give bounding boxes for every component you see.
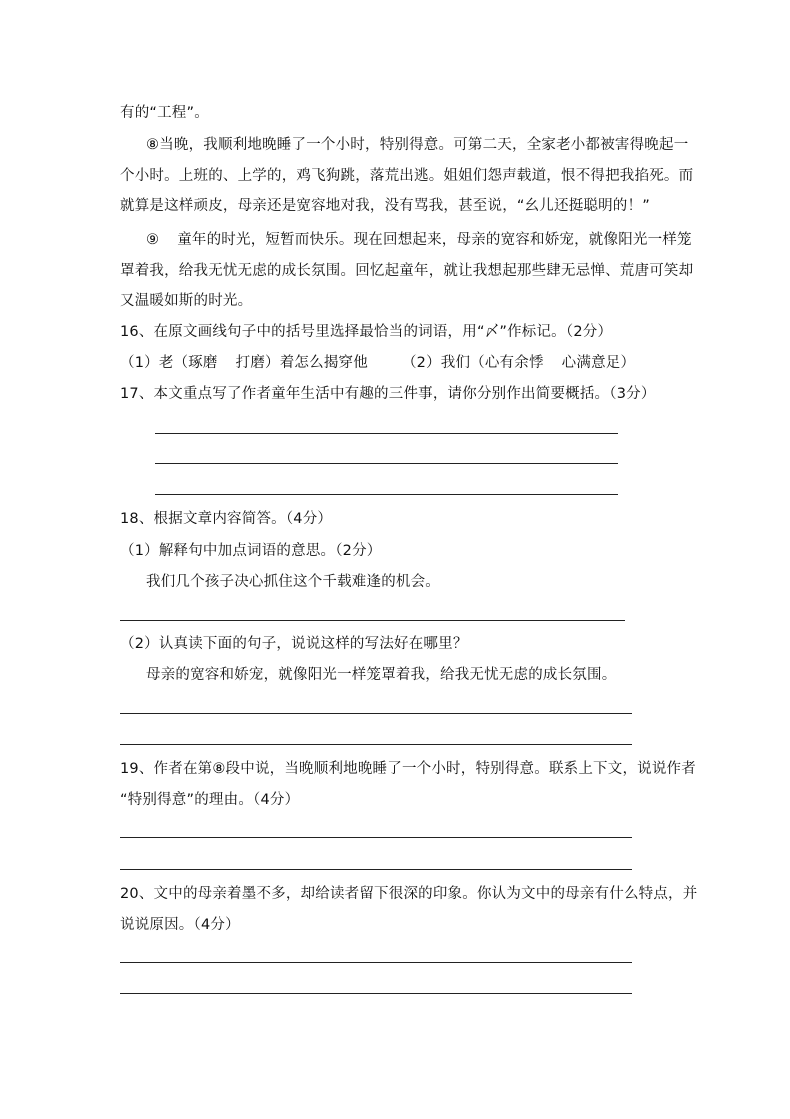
question-20-answer-line-2[interactable] — [120, 993, 632, 994]
question-16-part-1-prefix: （1）老（琢磨 — [120, 355, 218, 371]
question-19-stem-line-1: 19、作者在第⑧段中说，当晚顺利地晚睡了一个小时，特别得意。联系上下文，说说作者 — [120, 761, 696, 777]
question-17-answer-line-3[interactable] — [155, 494, 618, 495]
question-18-sub-1-answer-line[interactable] — [120, 620, 625, 621]
passage-line-1: 有的“工程”。 — [120, 105, 209, 121]
question-20-answer-line-1[interactable] — [120, 962, 632, 963]
question-18-sub-2: （2）认真读下面的句子，说说这样的写法好在哪里？ — [120, 636, 468, 652]
question-17-answer-line-2[interactable] — [155, 463, 618, 464]
paragraph-8-line-2: 个小时。上班的、上学的，鸡飞狗跳，落荒出逃。姐姐们怨声载道，恨不得把我掐死。而 — [120, 168, 694, 184]
question-17-stem: 17、本文重点写了作者童年生活中有趣的三件事，请你分别作出简要概括。（3分） — [120, 386, 656, 402]
question-19-answer-line-1[interactable] — [120, 837, 632, 838]
question-16-part-2-prefix: （2）我们（心有余悸 — [401, 355, 544, 371]
question-18-sub-2-answer-line-2[interactable] — [120, 744, 632, 745]
question-19-stem-line-2: “特别得意”的理由。（4分） — [120, 792, 300, 808]
question-20-stem-line-1: 20、文中的母亲着墨不多，却给读者留下很深的印象。你认为文中的母亲有什么特点，并 — [120, 886, 698, 902]
question-16-parts — [120, 353, 635, 373]
question-20-stem-line-2: 说说原因。（4分） — [120, 917, 240, 933]
paragraph-9-line-1 — [146, 230, 692, 250]
question-19-answer-line-2[interactable] — [120, 869, 632, 870]
question-16-stem: 16、在原文画线句子中的括号里选择最恰当的词语，用“〆”作标记。（2分） — [120, 324, 613, 340]
paragraph-9-line-2: 罩着我，给我无忧无虑的成长氛围。回忆起童年，就让我想起那些肆无忌惮、荒唐可笑却 — [120, 263, 694, 279]
question-18-sub-1: （1）解释句中加点词语的意思。（2分） — [120, 543, 382, 559]
question-16-part-1-option-2: 打磨）着怎么揭穿他 — [235, 355, 368, 371]
paragraph-8-line-1: ⑧当晚，我顺利地晚睡了一个小时，特别得意。可第二天，全家老小都被害得晚起一 — [146, 137, 689, 153]
question-16-part-2-option-2: 心满意足） — [561, 355, 636, 371]
question-17-answer-line-1[interactable] — [155, 433, 618, 434]
paragraph-8-line-3: 就算是这样顽皮，母亲还是宽容地对我，没有骂我，甚至说，“幺儿还挺聪明的！” — [120, 198, 650, 214]
question-18-sub-1-sentence: 我们几个孩子决心抓住这个千载难逢的机会。 — [146, 574, 440, 590]
paragraph-9-marker: ⑨ — [146, 232, 160, 248]
paragraph-9-line-1-text: 童年的时光，短暂而快乐。现在回想起来，母亲的宽容和娇宠，就像阳光一样笼 — [177, 232, 692, 248]
question-18-sub-2-answer-line-1[interactable] — [120, 713, 632, 714]
question-18-sub-2-sentence: 母亲的宽容和娇宠，就像阳光一样笼罩着我，给我无忧无虑的成长氛围。 — [146, 667, 617, 683]
paragraph-9-line-3: 又温暖如斯的时光。 — [120, 293, 253, 309]
question-18-stem: 18、根据文章内容简答。（4分） — [120, 511, 333, 527]
